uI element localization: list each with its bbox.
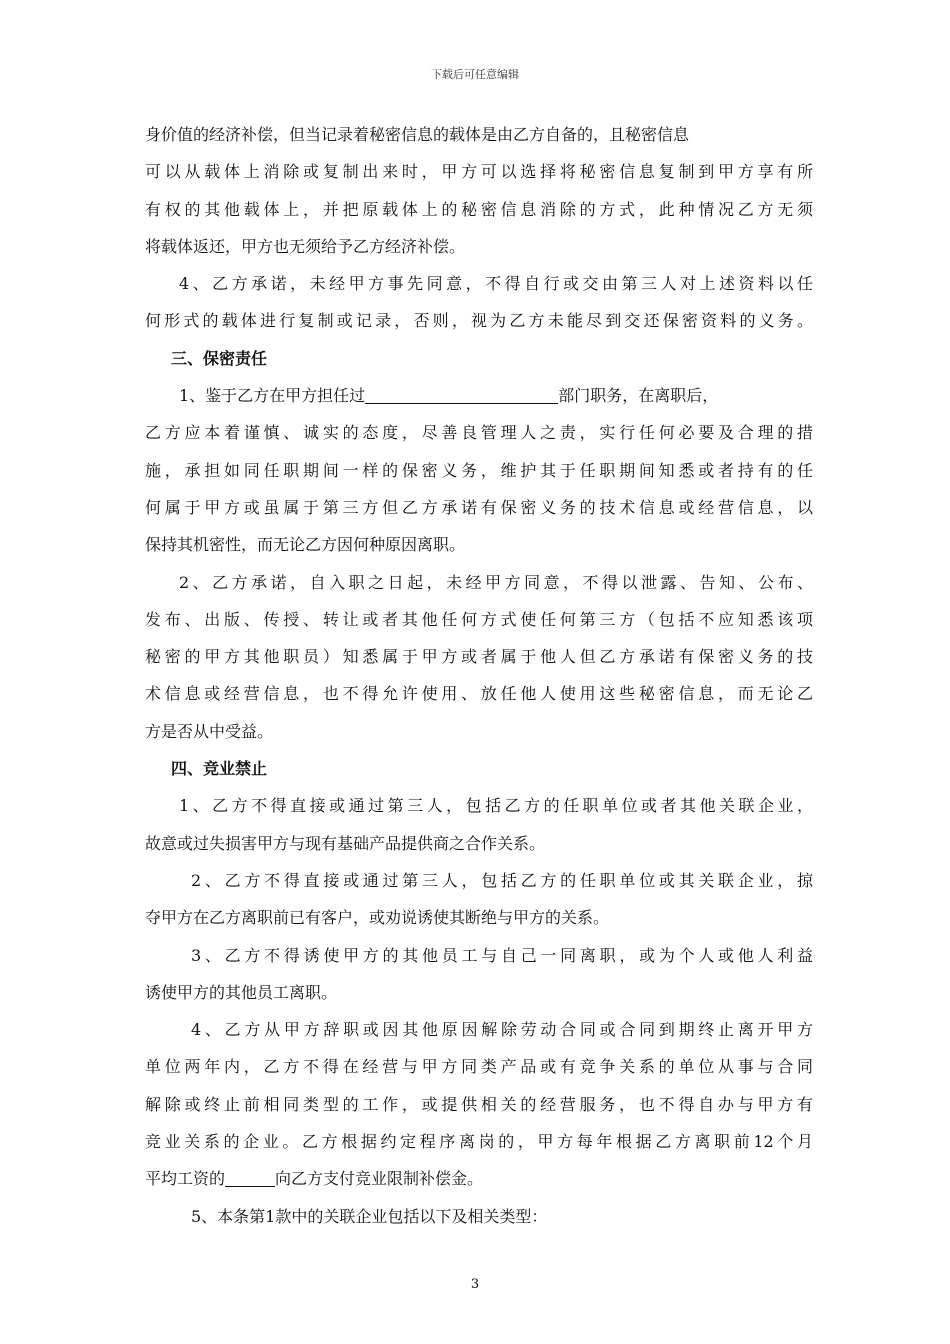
paragraph-line: 何形式的载体进行复制或记录，否则，视为乙方未能尽到交还保密资料的义务。 <box>145 311 813 331</box>
line-text: 平均工资的 <box>145 1169 226 1189</box>
document-body <box>145 116 813 1235</box>
paragraph-line: 将载体返还，甲方也无须给予乙方经济补偿。 <box>145 236 466 256</box>
section-heading: 三、保密责任 <box>171 348 268 368</box>
paragraph-line: 方是否从中受益。 <box>145 721 274 741</box>
paragraph-line <box>145 1160 813 1197</box>
paragraph-line: 有权的其他载体上，并把原载体上的秘密信息消除的方式，此种情况乙方无须 <box>145 199 813 219</box>
paragraph-line: 3、乙方不得诱使甲方的其他员工与自己一同离职，或为个人或他人利益 <box>191 945 813 965</box>
paragraph-line <box>145 377 813 414</box>
line-text: 部门职务，在离职后， <box>558 386 719 406</box>
paragraph-line: 发布、出版、传授、转让或者其他任何方式使任何第三方（包括不应知悉该项 <box>145 609 813 629</box>
paragraph-line: 2、乙方承诺，自入职之日起，未经甲方同意，不得以泄露、告知、公布、 <box>179 572 813 592</box>
paragraph-line: 诱使甲方的其他员工离职。 <box>145 982 338 1002</box>
paragraph-line: 术信息或经营信息，也不得允许使用、放任他人使用这些秘密信息，而无论乙 <box>145 684 813 704</box>
fill-in-blank <box>225 1168 275 1187</box>
paragraph-line: 身价值的经济补偿，但当记录着秘密信息的载体是由乙方自备的，且秘密信息 <box>145 125 690 144</box>
paragraph-line: 故意或过失损害甲方与现有基础产品提供商之合作关系。 <box>145 833 546 853</box>
paragraph-line: 乙方应本着谨慎、诚实的态度，尽善良管理人之责，实行任何必要及合理的措 <box>145 423 813 443</box>
paragraph-line: 何属于甲方或虽属于第三方但乙方承诺有保密义务的技术信息或经营信息，以 <box>145 497 813 517</box>
section-heading: 四、竞业禁止 <box>171 759 268 779</box>
fill-in-blank <box>365 385 558 404</box>
page-header: 下载后可任意编辑 <box>431 68 519 81</box>
paragraph-line: 可以从载体上消除或复制出来时，甲方可以选择将秘密信息复制到甲方享有所 <box>145 162 813 182</box>
paragraph-line: 2、乙方不得直接或通过第三人，包括乙方的任职单位或其关联企业，掠 <box>191 870 813 890</box>
paragraph-line: 4、乙方承诺，未经甲方事先同意，不得自行或交由第三人对上述资料以任 <box>179 274 813 294</box>
paragraph-line: 秘密的甲方其他职员）知悉属于甲方或者属于他人但乙方承诺有保密义务的技 <box>145 647 813 667</box>
paragraph-line: 4、乙方从甲方辞职或因其他原因解除劳动合同或合同到期终止离开甲方 <box>191 1020 813 1040</box>
paragraph-line: 1、乙方不得直接或通过第三人，包括乙方的任职单位或者其他关联企业， <box>179 796 813 816</box>
paragraph-line: 施，承担如同任职期间一样的保密义务，维护其于任职期间知悉或者持有的任 <box>145 460 813 480</box>
paragraph-line: 解除或终止前相同类型的工作，或提供相关的经营服务，也不得自办与甲方有 <box>145 1094 813 1114</box>
page-number: 3 <box>470 1277 480 1292</box>
paragraph-line: 竞业关系的企业。乙方根据约定程序离岗的，甲方每年根据乙方离职前12个月 <box>145 1132 813 1152</box>
paragraph-line: 单位两年内，乙方不得在经营与甲方同类产品或有竞争关系的单位从事与合同 <box>145 1057 813 1077</box>
line-text: 向乙方支付竞业限制补偿金。 <box>275 1169 484 1189</box>
paragraph-line: 5、本条第1款中的关联企业包括以下及相关类型： <box>191 1206 548 1226</box>
paragraph-line: 保持其机密性，而无论乙方因何种原因离职。 <box>145 535 466 555</box>
paragraph-line: 夺甲方在乙方离职前已有客户，或劝说诱使其断绝与甲方的关系。 <box>145 908 610 928</box>
line-text: 1、鉴于乙方在甲方担任过 <box>179 386 366 406</box>
